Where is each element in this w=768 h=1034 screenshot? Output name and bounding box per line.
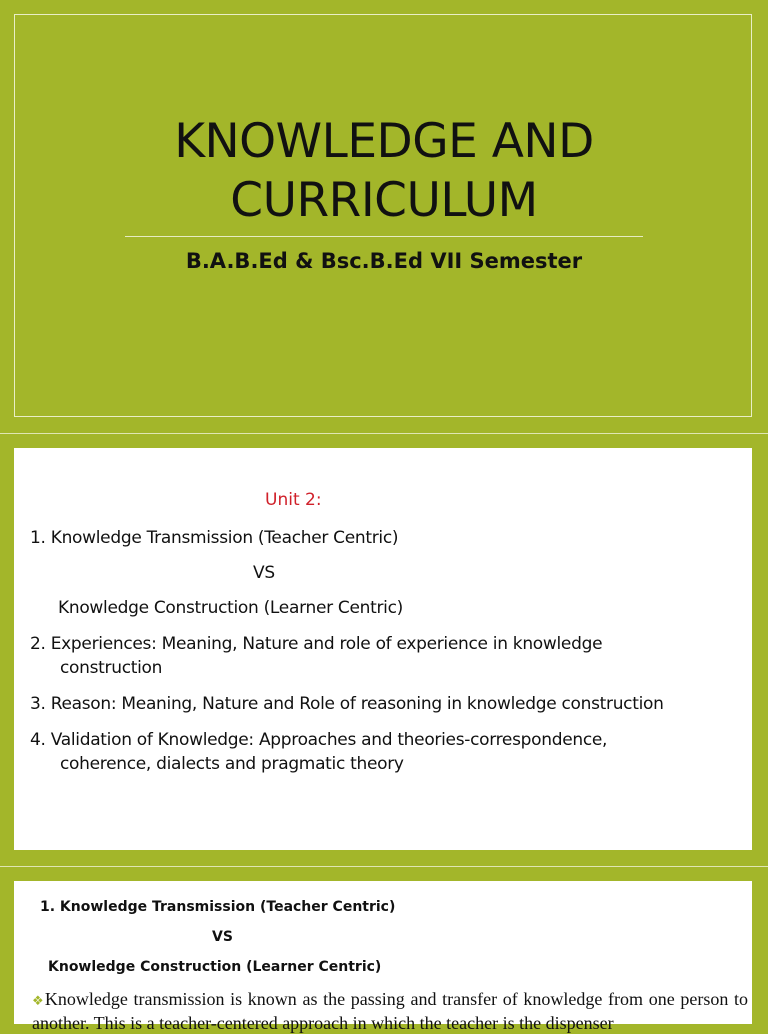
title-line-2: CURRICULUM xyxy=(230,173,538,228)
vs-label: VS xyxy=(253,563,275,583)
unit-heading: Unit 2: xyxy=(265,490,322,510)
slide-subtitle: B.A.B.Ed & Bsc.B.Ed VII Semester xyxy=(185,249,583,273)
list-item-2-cont: construction xyxy=(60,658,163,678)
title-line-1: KNOWLEDGE AND xyxy=(174,114,594,169)
slide3-vs: VS xyxy=(212,929,233,945)
slide3-paragraph xyxy=(32,988,748,1034)
slide-separator xyxy=(0,866,768,867)
title-slide xyxy=(0,0,768,432)
list-item-2: 2. Experiences: Meaning, Nature and role of experience in knowledge xyxy=(30,634,603,654)
slide-title xyxy=(0,112,768,230)
list-item-1: 1. Knowledge Transmission (Teacher Centric) xyxy=(30,528,399,548)
slide3-heading-1: 1. Knowledge Transmission (Teacher Centric) xyxy=(40,899,396,915)
slide-separator xyxy=(0,433,768,434)
paragraph-text: Knowledge transmission is known as the passing and transfer of knowledge from one person to another. This is a teacher-centered approach in which the teacher is the dispenser xyxy=(32,989,748,1033)
list-item-1b: Knowledge Construction (Learner Centric) xyxy=(58,598,403,618)
slide3-heading-2: Knowledge Construction (Learner Centric) xyxy=(48,959,382,975)
title-divider xyxy=(125,236,643,237)
list-item-4: 4. Validation of Knowledge: Approaches and theories-correspondence, xyxy=(30,730,608,750)
list-item-3: 3. Reason: Meaning, Nature and Role of reasoning in knowledge construction xyxy=(30,694,664,714)
diamond-bullet-icon: ❖ xyxy=(32,993,45,1008)
list-item-4-cont: coherence, dialects and pragmatic theory xyxy=(60,754,404,774)
